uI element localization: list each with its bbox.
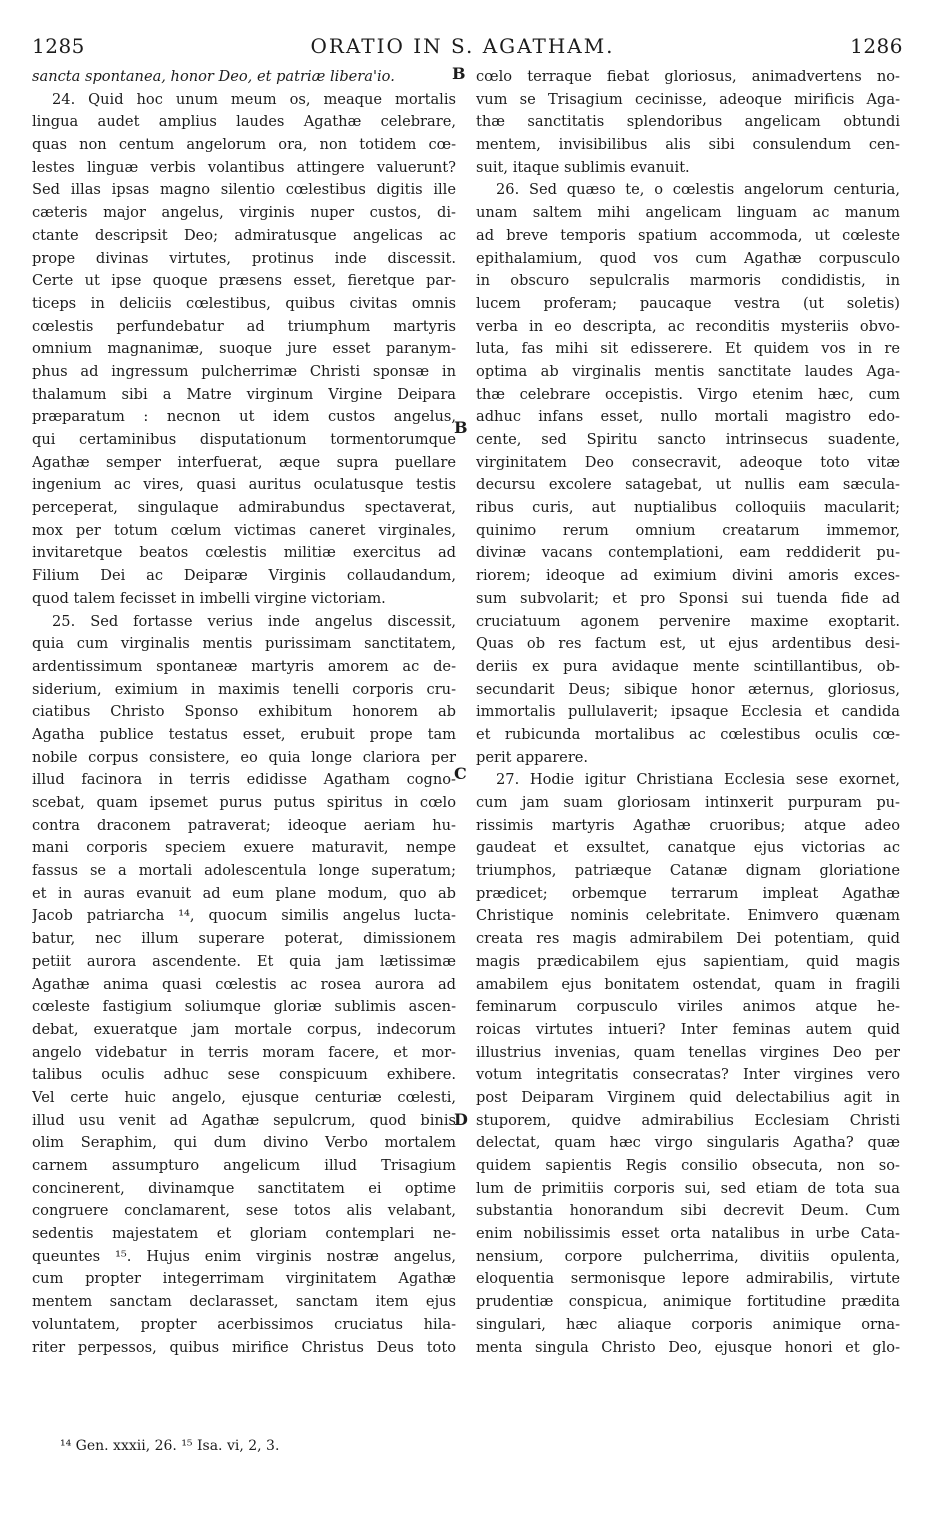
text-line: quia cum virginalis mentis purissimam sanctitatem, — [32, 635, 456, 653]
text-line: sedentis majestatem et gloriam contemplari ne- — [32, 1225, 456, 1243]
text-line: nobile corpus consistere, eo quia longe clariora per — [32, 748, 456, 766]
text-line: adhuc infans esset, nullo mortali magistro edo- — [476, 408, 900, 426]
text-line: cruciatuum agonem pervenire maxime exoptarit. — [476, 612, 900, 630]
text-line: mani corporis speciem exuere maturavit, nempe — [32, 839, 456, 857]
text-line: cœlo terraque fiebat gloriosus, animadvertens no- — [476, 68, 900, 85]
text-line: illud facinora in terris edidisse Agatham cogno- — [32, 771, 456, 789]
text-line: in obscuro sepulcralis marmoris condidistis, in — [476, 272, 900, 290]
text-line: Quas ob res factum est, ut ejus ardentibus desi- — [476, 635, 900, 653]
text-line: immortalis pullulaverit; ipsaque Ecclesia et candida — [476, 703, 900, 721]
text-line: siderium, eximium in maximis tenelli corporis cru- — [32, 680, 456, 698]
text-line: substantia honorandum sibi decrevit Deum. Cum — [476, 1202, 900, 1220]
text-line: mentem sanctam declarasset, sanctam item ejus — [32, 1293, 456, 1311]
text-line: lucem proferam; paucaque vestra (ut soletis) — [476, 294, 900, 312]
text-line: quas non centum angelorum ora, non totidem cœ- — [32, 136, 456, 154]
margin-marker-c: C — [454, 764, 467, 783]
text-line: 27. Hodie igitur Christiana Ecclesia sese exornet, — [496, 771, 900, 789]
text-line: quidem sapientis Regis consilio obsecuta, non so- — [476, 1157, 900, 1174]
text-line: post Deiparam Virginem quid delectabilius agit in — [476, 1088, 900, 1106]
text-line: 25. Sed fortasse verius inde angelus discessit, — [52, 612, 456, 630]
text-line: mentem, invisibilibus alis sibi consulendum cen- — [476, 136, 900, 154]
text-line: Jacob patriarcha ¹⁴, quocum similis angelus lucta- — [32, 907, 456, 925]
text-line: stuporem, quidve admirabilius Ecclesiam Christi — [476, 1111, 900, 1129]
text-line: secundarit Deus; sibique honor æternus, gloriosus, — [476, 680, 900, 698]
text-line: suit, itaque sublimis evanuit. — [476, 158, 690, 176]
text-line: congruere conclamarent, sese totos alis velabant, — [32, 1202, 456, 1220]
text-line: talibus oculis adhuc sese conspicuum exhibere. — [32, 1066, 456, 1084]
text-line: omnium magnanimæ, suoque jure esset paranym- — [32, 340, 456, 358]
text-line: scebat, quam ipsemet purus putus spiritus in cœlo — [32, 794, 456, 811]
text-line: lingua audet amplius laudes Agathæ celebrare, — [32, 113, 456, 131]
text-line: ingenium ac vires, quasi auritus oculatusque testis — [32, 476, 456, 494]
text-line: petiit aurora ascendente. Et quia jam lætissimæ — [32, 952, 456, 970]
text-line: præparatum : necnon ut idem custos angelus, — [32, 408, 456, 426]
text-line: thæ celebrare occepistis. Virgo etenim hæc, cum — [476, 385, 900, 403]
text-line: olim Seraphim, qui dum divino Verbo mortalem — [32, 1134, 456, 1152]
text-line: triumphos, patriæque Catanæ dignam gloriatione — [476, 862, 900, 880]
text-line: Vel certe huic angelo, ejusque centuriæ cœlesti, — [32, 1088, 456, 1106]
text-line: illustrius invenias, quam tenellas virgines Deo per — [476, 1043, 900, 1061]
text-line: feminarum corpusculo viriles animos atque he- — [476, 998, 900, 1016]
text-line: qui certaminibus disputationum tormentorumque — [32, 431, 456, 448]
text-line: virginitatem Deo consecravit, adeoque toto vitæ — [476, 453, 900, 471]
text-line: cum jam suam gloriosam intinxerit purpuram pu- — [476, 794, 900, 811]
text-line: cum propter integerrimam virginitatem Agathæ — [32, 1270, 456, 1288]
text-line: carnem assumpturo angelicum illud Trisagium — [32, 1157, 456, 1174]
text-line: sum subvolarit; et pro Sponsi sui tuenda fide ad — [476, 589, 900, 607]
footnotes: ¹⁴ Gen. xxxii, 26. ¹⁵ Isa. vi, 2, 3. — [60, 1438, 280, 1454]
text-line: quinimo rerum omnium creatarum immemor, — [476, 521, 900, 539]
text-line: cente, sed Spiritu sancto intrinsecus suadente, — [476, 431, 900, 448]
text-line: cœleste fastigium soliumque gloriæ sublimis ascen- — [32, 998, 456, 1016]
text-line: verba in eo descripta, ac reconditis mysteriis obvo- — [476, 317, 900, 335]
text-line: roicas virtutes intueri? Inter feminas autem quid — [476, 1020, 900, 1038]
left-page-number: 1285 — [32, 34, 85, 58]
running-title: ORATIO IN S. AGATHAM. — [310, 34, 615, 58]
right-page-number: 1286 — [850, 34, 903, 58]
text-line: lestes linguæ verbis volantibus attingere valuerunt? — [32, 158, 456, 176]
text-line: cæteris major angelus, virginis nuper custos, di- — [32, 204, 456, 222]
text-line: gaudeat et exsultet, canatque ejus victorias ac — [476, 839, 900, 857]
text-line: votum integritatis consecratas? Inter virgines vero — [476, 1066, 900, 1084]
text-line: decursu excolere satagebat, ut nullis eam sæcula- — [476, 476, 900, 494]
text-line: ad breve temporis spatium accommoda, ut cœleste — [476, 226, 900, 244]
text-line: ardentissimum spontaneæ martyris amorem ac de- — [32, 657, 456, 675]
text-line: creata res magis admirabilem Dei potentiam, quid — [476, 930, 900, 948]
text-line: prope divinas virtutes, protinus inde discessit. — [32, 249, 456, 267]
text-line: Sed illas ipsas magno silentio cœlestibus digitis ille — [32, 181, 456, 199]
text-line: deriis ex pura avidaque mente scintillantibus, ob- — [476, 657, 900, 675]
text-line: riter perpessos, quibus mirifice Christus Deus toto — [32, 1338, 456, 1356]
text-line: lum de primitiis corporis sui, sed etiam de tota sua — [476, 1179, 900, 1197]
margin-marker-b: B — [452, 64, 466, 83]
text-line: contra draconem patraverat; ideoque aeriam hu- — [32, 816, 456, 834]
text-line: divinæ vacans contemplationi, eam reddiderit pu- — [476, 544, 900, 562]
text-line: Agatha publice testatus esset, erubuit prope tam — [32, 725, 456, 743]
text-line: eloquentia sermonisque lepore admirabilis, virtute — [476, 1270, 900, 1288]
text-line: luta, fas mihi sit edisserere. Et quidem vos in re — [476, 340, 900, 358]
text-line: thæ sanctitatis splendoribus angelicam obtundi — [476, 113, 900, 131]
text-line: Filium Dei ac Deiparæ Virginis collaudandum, — [32, 567, 456, 585]
text-line: voluntatem, propter acerbissimos cruciatus hila- — [32, 1315, 456, 1333]
text-line: ciatibus Christo Sponso exhibitum honorem ab — [32, 703, 456, 721]
text-line: unam saltem mihi angelicam linguam ac manum — [476, 204, 900, 222]
text-line: cœlestis perfundebatur ad triumphum martyris — [32, 317, 456, 335]
text-line: menta singula Christo Deo, ejusque honori et glo- — [476, 1338, 900, 1356]
left-column — [32, 66, 456, 1359]
text-line: vum se Trisagium cecinisse, adeoque mirificis Aga- — [476, 90, 900, 108]
text-line: queuntes ¹⁵. Hujus enim virginis nostræ angelus, — [32, 1247, 456, 1265]
text-line: amabilem ejus bonitatem ostendat, quam in fragili — [476, 975, 900, 993]
text-line: et in auras evanuit ad eum plane modum, quo ab — [32, 884, 456, 902]
text-line: sancta spontanea, honor Deo, et patriæ libera'io. — [32, 68, 395, 85]
text-line: batur, nec illum superare poterat, dimissionem — [32, 930, 456, 948]
text-line: ctante descripsit Deo; admiratusque angelicas ac — [32, 226, 456, 244]
text-line: enim nobilissimis esset orta natalibus in urbe Cata- — [476, 1225, 900, 1243]
text-line: 26. Sed quæso te, o cœlestis angelorum centuria, — [496, 181, 900, 199]
text-line: 24. Quid hoc unum meum os, meaque mortalis — [52, 90, 456, 108]
text-line: prudentiæ conspicua, animique fortitudine prædita — [476, 1293, 900, 1311]
text-line: singulari, hæc aliaque corporis animique orna- — [476, 1315, 900, 1333]
text-line: delectat, quam hæc virgo singularis Agatha? quæ — [476, 1134, 900, 1152]
text-line: illud usu venit ad Agathæ sepulcrum, quod binis — [32, 1111, 456, 1129]
text-line: ticeps in deliciis cœlestibus, quibus civitas omnis — [32, 294, 456, 312]
text-line: quod talem fecisset in imbelli virgine victoriam. — [32, 589, 386, 607]
text-line: mox per totum cœlum victimas caneret virginales, — [32, 521, 456, 539]
text-line: perit apparere. — [476, 748, 589, 766]
right-column — [476, 66, 900, 1359]
text-line: rissimis martyris Agathæ cruoribus; atque adeo — [476, 816, 900, 834]
margin-marker-d: D — [454, 1110, 468, 1129]
text-line: Certe ut ipse quoque præsens esset, fieretque par- — [32, 272, 456, 290]
text-line: et rubicunda mortalibus ac cœlestibus oculis cœ- — [476, 725, 900, 743]
text-line: thalamum sibi a Matre virginum Virgine Deipara — [32, 385, 456, 403]
text-line: Agathæ semper interfuerat, æque supra puellare — [32, 453, 456, 471]
text-line: riorem; ideoque ad eximium divini amoris exces- — [476, 567, 900, 585]
text-line: optima ab virginalis mentis sanctitate laudes Aga- — [476, 362, 900, 380]
text-line: concinerent, divinamque sanctitatem ei optime — [32, 1179, 456, 1197]
text-line: prædicet; orbemque terrarum impleat Agathæ — [476, 884, 900, 902]
text-line: magis prædicabilem ejus sapientiam, quid magis — [476, 952, 900, 970]
text-line: perceperat, singulaque admirabundus spectaverat, — [32, 499, 456, 517]
text-line: nensium, corpore pulcherrima, divitiis opulenta, — [476, 1247, 900, 1265]
margin-marker-b: B — [454, 418, 468, 437]
text-line: phus ad ingressum pulcherrimæ Christi sponsæ in — [32, 362, 456, 380]
text-line: ribus curis, aut nuptialibus colloquiis macularit; — [476, 499, 900, 517]
text-line: Christique nominis celebritate. Enimvero quænam — [476, 907, 900, 925]
text-line: Agathæ anima quasi cœlestis ac rosea aurora ad — [32, 975, 456, 993]
text-line: invitaretque beatos cœlestis militiæ exercitus ad — [32, 544, 456, 562]
text-line: fassus se a mortali adolescentula longe superatum; — [32, 862, 456, 880]
text-line: epithalamium, quod vos cum Agathæ corpusculo — [476, 249, 900, 267]
text-line: debat, exueratque jam mortale corpus, indecorum — [32, 1020, 456, 1038]
text-line: angelo videbatur in terris moram facere, et mor- — [32, 1043, 456, 1061]
